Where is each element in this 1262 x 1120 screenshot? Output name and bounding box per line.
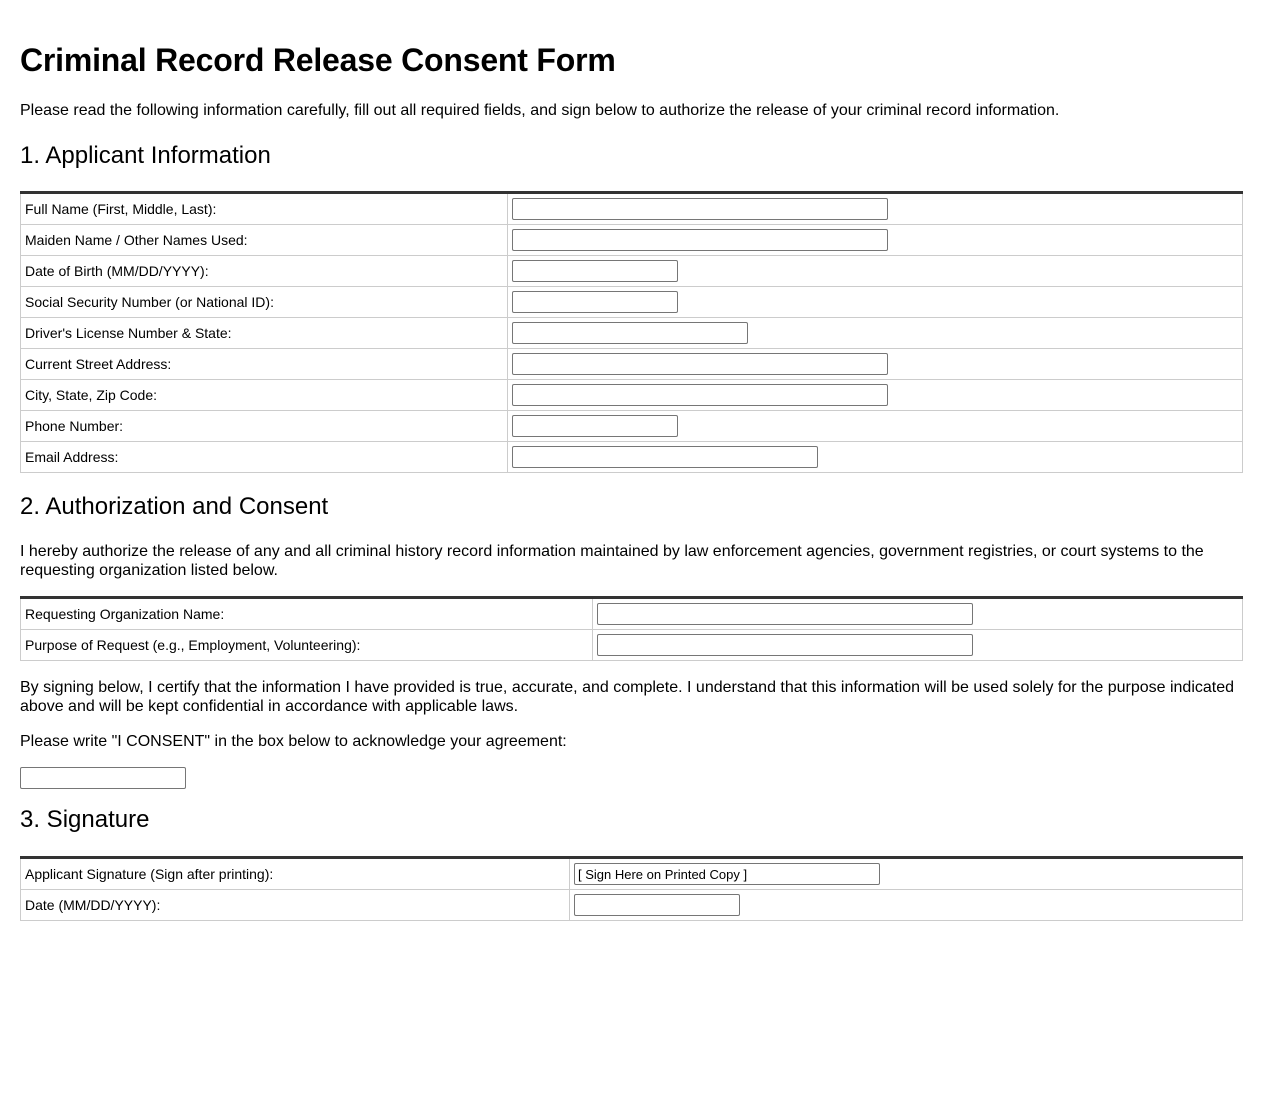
maiden-name-label: Maiden Name / Other Names Used: xyxy=(21,225,508,256)
drivers-license-label: Driver's License Number & State: xyxy=(21,318,508,349)
signature-date-input[interactable] xyxy=(574,894,740,916)
authorization-text: I hereby authorize the release of any and all criminal history record information maintained by law enforcement agencies, government registries, or court systems to the requesting organization listed below. xyxy=(20,543,1204,579)
requesting-organization-table xyxy=(20,596,1243,661)
section-signature-heading: 3. Signature xyxy=(20,806,150,833)
street-address-input[interactable] xyxy=(512,353,888,375)
purpose-of-request-label: Purpose of Request (e.g., Employment, Volunteering): xyxy=(21,630,593,661)
email-address-input[interactable] xyxy=(512,446,818,468)
table-row xyxy=(21,349,1243,380)
full-name-label: Full Name (First, Middle, Last): xyxy=(21,193,508,225)
drivers-license-input[interactable] xyxy=(512,322,748,344)
consent-field-wrapper xyxy=(20,767,1242,789)
signature-date-label: Date (MM/DD/YYYY): xyxy=(21,890,570,921)
city-state-zip-label: City, State, Zip Code: xyxy=(21,380,508,411)
section-applicant-information-heading: 1. Applicant Information xyxy=(20,142,271,169)
requesting-organization-input[interactable] xyxy=(597,603,973,625)
section-authorization-heading: 2. Authorization and Consent xyxy=(20,493,329,520)
street-address-label: Current Street Address: xyxy=(21,349,508,380)
table-row xyxy=(21,225,1243,256)
certification-text: By signing below, I certify that the information I have provided is true, accurate, and complete. I understand that this information will be used solely for the purpose indicated above and will be kept confidential in accordance with applicable laws. xyxy=(20,679,1235,715)
table-row xyxy=(21,630,1243,661)
ssn-label: Social Security Number (or National ID): xyxy=(21,287,508,318)
ssn-input[interactable] xyxy=(512,291,678,313)
table-row xyxy=(21,411,1243,442)
applicant-signature-input[interactable] xyxy=(574,863,880,885)
consent-input[interactable] xyxy=(20,767,186,789)
date-of-birth-input[interactable] xyxy=(512,260,678,282)
date-of-birth-label: Date of Birth (MM/DD/YYYY): xyxy=(21,256,508,287)
purpose-of-request-input[interactable] xyxy=(597,634,973,656)
table-row xyxy=(21,890,1243,921)
city-state-zip-input[interactable] xyxy=(512,384,888,406)
table-row xyxy=(21,287,1243,318)
full-name-input[interactable] xyxy=(512,198,888,220)
intro-text: Please read the following information carefully, fill out all required fields, and sign below to authorize the release of your criminal record information. xyxy=(20,102,1060,119)
page-title: Criminal Record Release Consent Form xyxy=(20,42,616,78)
maiden-name-input[interactable] xyxy=(512,229,888,251)
table-row xyxy=(21,858,1243,890)
requesting-organization-label: Requesting Organization Name: xyxy=(21,598,593,630)
phone-number-input[interactable] xyxy=(512,415,678,437)
table-row xyxy=(21,380,1243,411)
email-address-label: Email Address: xyxy=(21,442,508,473)
phone-number-label: Phone Number: xyxy=(21,411,508,442)
table-row xyxy=(21,318,1243,349)
table-row xyxy=(21,193,1243,225)
table-row xyxy=(21,598,1243,630)
consent-instruction: Please write "I CONSENT" in the box below to acknowledge your agreement: xyxy=(20,733,567,750)
applicant-information-table xyxy=(20,191,1243,473)
table-row xyxy=(21,256,1243,287)
table-row xyxy=(21,442,1243,473)
applicant-signature-label: Applicant Signature (Sign after printing): xyxy=(21,858,570,890)
signature-table xyxy=(20,856,1243,921)
